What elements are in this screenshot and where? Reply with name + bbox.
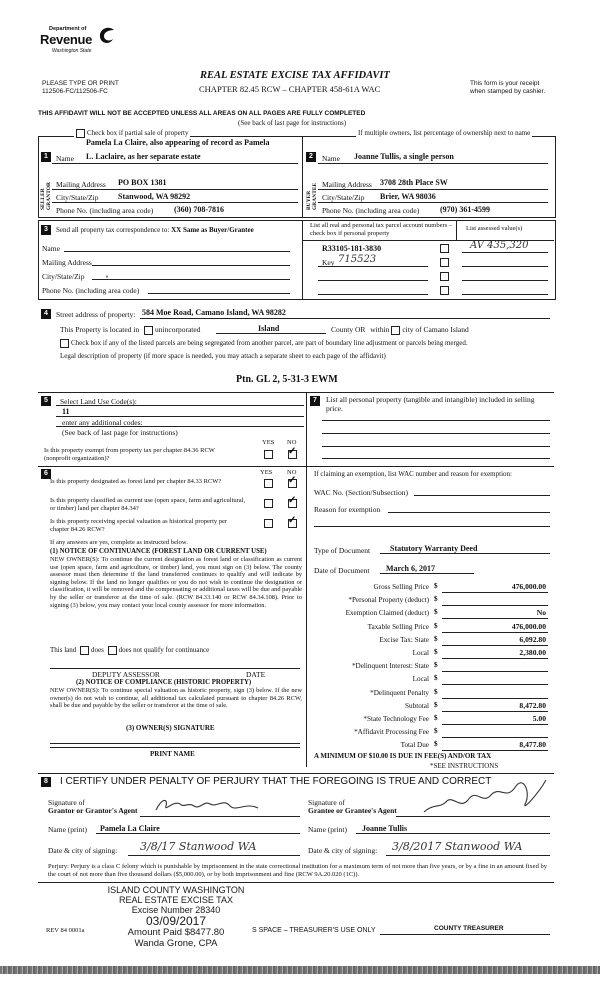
county-treasurer-label: COUNTY TREASURER bbox=[434, 925, 504, 932]
money-row bbox=[306, 582, 554, 595]
wac-label: WAC No. (Section/Subsection) bbox=[314, 488, 408, 497]
money-row-dollar: $ bbox=[434, 661, 438, 670]
dor-swirl-icon bbox=[98, 26, 116, 46]
section6-yes-label: YES bbox=[260, 469, 273, 476]
grantee-name-label: Name (print) bbox=[308, 825, 347, 834]
historic-no-check-icon: ✓ bbox=[288, 515, 297, 526]
continuance-row bbox=[50, 646, 209, 655]
section5-yes-label: YES bbox=[262, 439, 275, 446]
page-subtitle: CHAPTER 82.45 RCW – CHAPTER 458-61A WAC bbox=[199, 84, 381, 94]
treasurer-stamp bbox=[96, 885, 256, 949]
certify-text: I CERTIFY UNDER PENALTY OF PERJURY THAT THE FOREGOING IS TRUE AND CORRECT bbox=[60, 776, 492, 787]
logo-state-text: Washington State bbox=[52, 48, 92, 54]
money-row bbox=[306, 648, 554, 661]
money-row-dollar: $ bbox=[434, 647, 438, 656]
parcel-personal-checkbox-1[interactable] bbox=[440, 244, 449, 253]
tax-city-value: , bbox=[106, 270, 108, 279]
buyer-city-value: Brier, WA 98036 bbox=[380, 192, 436, 201]
stamp-line-6: Wanda Grone, CPA bbox=[134, 938, 218, 949]
land-use-label: Select Land Use Code(s): bbox=[60, 397, 137, 406]
money-row bbox=[306, 701, 554, 714]
logo-dept-text: Department of bbox=[49, 26, 87, 32]
money-row bbox=[306, 674, 554, 687]
section-5-badge: 5 bbox=[41, 396, 51, 406]
money-row-value: 5.00 bbox=[532, 713, 546, 723]
money-row-value: 8,472.80 bbox=[519, 700, 546, 710]
parcel-header: List all real and personal tax parcel account numbers – check box if personal property bbox=[310, 222, 453, 237]
located-in-text: This Property is located in bbox=[60, 325, 140, 334]
buyer-name-value: Joanne Tullis, a single person bbox=[354, 152, 454, 161]
money-row-label: Subtotal bbox=[405, 701, 429, 710]
this-land-text: This land bbox=[50, 646, 77, 655]
section-6-badge: 6 bbox=[41, 469, 51, 479]
stamp-line-3: Excise Number 28340 bbox=[131, 905, 221, 915]
parcel-personal-checkbox-2[interactable] bbox=[440, 258, 449, 267]
money-row-label: *State Technology Fee bbox=[363, 714, 429, 723]
grantee-sig-label-1: Signature of bbox=[308, 798, 345, 807]
key-value: 715523 bbox=[338, 254, 377, 265]
money-row-dollar: $ bbox=[434, 595, 438, 604]
stamp-line-5: Amount Paid $8477.80 bbox=[127, 927, 225, 938]
minimum-fee-text: A MINIMUM OF $10.00 IS DUE IN FEE(S) AND/OR TAX bbox=[314, 752, 492, 760]
money-row-label: Local bbox=[412, 648, 429, 657]
partial-sale-checkbox-row bbox=[74, 129, 190, 138]
current-use-yes-checkbox[interactable] bbox=[264, 499, 273, 508]
money-row-label: Total Due bbox=[400, 741, 429, 750]
exempt-question: Is this property exempt from property tax per chapter 84.36 RCW (nonprofit organization)? bbox=[44, 447, 215, 462]
page-title: REAL ESTATE EXCISE TAX AFFIDAVIT bbox=[200, 70, 390, 81]
money-row-label: *Personal Property (deduct) bbox=[348, 596, 429, 605]
street-value: 584 Moe Road, Camano Island, WA 98282 bbox=[142, 308, 286, 317]
money-row-dollar: $ bbox=[434, 674, 438, 683]
grantee-date-city-value: 3/8/2017 Stanwood WA bbox=[392, 840, 523, 853]
county-or-row bbox=[331, 325, 469, 335]
key-label: Key bbox=[322, 258, 335, 267]
rev-code: REV 84 0001a bbox=[46, 927, 85, 934]
same-as-buyer-text: XX Same as Buyer/Grantee bbox=[171, 226, 254, 234]
seller-phone-value: (360) 708-7816 bbox=[174, 205, 224, 214]
grantee-signature bbox=[420, 774, 550, 820]
send-tax-text: Send all property tax correspondence to: bbox=[56, 226, 170, 234]
within-text: within bbox=[370, 325, 390, 334]
tax-city-label: City/State/Zip bbox=[42, 272, 85, 281]
money-row-label: Local bbox=[412, 675, 429, 684]
historic-yes-checkbox[interactable] bbox=[264, 519, 273, 528]
city-of-text: city of Camano Island bbox=[402, 325, 469, 334]
does-qualify-checkbox[interactable] bbox=[80, 646, 89, 655]
money-row-value: 476,000.00 bbox=[511, 582, 546, 591]
buyer-name-label: Name bbox=[322, 154, 340, 163]
money-row bbox=[306, 608, 554, 621]
current-use-no-check-icon: ✓ bbox=[288, 495, 297, 506]
notice1-title: (1) NOTICE OF CONTINUANCE (FOREST LAND OR CURRENT USE) bbox=[50, 548, 267, 555]
send-tax-label bbox=[56, 226, 254, 234]
money-row bbox=[306, 714, 554, 727]
current-use-question: Is this property classified as current use (open space, farm and agricultural, or timber) land per chapter 84.34? bbox=[50, 497, 246, 512]
tax-mailing-label: Mailing Address bbox=[42, 258, 92, 267]
does-not-qualify-checkbox[interactable] bbox=[108, 646, 117, 655]
grantor-name-label: Name (print) bbox=[48, 825, 87, 834]
seller-name-line1: Pamela La Claire, also appearing of record as Pamela bbox=[86, 138, 270, 147]
assessed-value: AV 435,320 bbox=[470, 240, 529, 251]
buyer-phone-value: (970) 361-4599 bbox=[440, 205, 490, 214]
print-name-label: PRINT NAME bbox=[150, 750, 195, 758]
money-row-dollar: $ bbox=[434, 608, 438, 617]
doc-date-value: March 6, 2017 bbox=[386, 564, 435, 573]
segregated-text: Check box if any of the listed parcels are being segregated from another parcel, are part of boundary line adjustment or parcels being merged. bbox=[71, 339, 468, 348]
grantor-signature bbox=[154, 794, 264, 818]
section5-see-back: (See back of last page for instructions) bbox=[62, 428, 178, 437]
section-4-badge: 4 bbox=[41, 309, 51, 319]
receipt-note-1: This form is your receipt bbox=[470, 80, 540, 87]
legal-description: Ptn. GL 2, 5-31-3 EWM bbox=[236, 374, 338, 385]
money-row-dollar: $ bbox=[434, 727, 438, 736]
money-row-dollar: $ bbox=[434, 621, 438, 630]
money-row-value: 476,000.00 bbox=[511, 621, 546, 631]
money-row-value: 8,477.80 bbox=[519, 740, 546, 750]
section6-no-label: NO bbox=[287, 469, 297, 476]
parcel-number: R33105-181-3830 bbox=[322, 244, 382, 253]
legal-label: Legal description of property (if more space is needed, you may attach a separate sheet to each page of the affidavit) bbox=[60, 352, 386, 360]
stamp-line-2: REAL ESTATE EXCISE TAX bbox=[118, 895, 234, 905]
forest-no-check-icon: ✓ bbox=[288, 475, 297, 486]
section-3-badge: 3 bbox=[41, 225, 51, 235]
buyer-mailing-label: Mailing Address bbox=[322, 180, 372, 189]
multiple-owners-text: If multiple owners, list percentage of ownership next to name bbox=[358, 129, 531, 137]
grantee-sig-label-2: Grantee or Grantee's Agent bbox=[308, 806, 397, 815]
money-row bbox=[306, 661, 554, 674]
see-back-text: (See back of last page for instructions) bbox=[238, 119, 347, 127]
deputy-assessor-label: DEPUTY ASSESSOR bbox=[92, 670, 160, 679]
exempt-yes-checkbox[interactable] bbox=[264, 450, 273, 459]
money-row bbox=[306, 688, 554, 701]
forest-land-question: Is this property designated as forest land per chapter 84.33 RCW? bbox=[50, 478, 222, 485]
county-or-text: County OR bbox=[331, 325, 366, 334]
grantor-date-city-value: 3/8/17 Stanwood WA bbox=[140, 840, 257, 853]
deputy-date-label: DATE bbox=[246, 670, 266, 679]
section5-no-label: NO bbox=[287, 439, 297, 446]
does-not-text: does not qualify for continuance bbox=[118, 646, 210, 655]
grantor-sig-label-2: Grantor or Grantor's Agent bbox=[48, 806, 138, 815]
section-2-badge: 2 bbox=[306, 152, 316, 162]
money-row bbox=[306, 727, 554, 740]
does-text: does bbox=[91, 646, 104, 655]
forest-yes-checkbox[interactable] bbox=[264, 479, 273, 488]
segregated-row bbox=[60, 339, 468, 348]
buyer-city-label: City/State/Zip bbox=[322, 193, 365, 202]
seller-name-label: Name bbox=[56, 154, 74, 163]
money-row-dollar: $ bbox=[434, 582, 438, 590]
doc-type-value: Statutory Warranty Deed bbox=[390, 544, 478, 553]
notice2-text: NEW OWNER(S): To continue special valuation as historic property, sign (3) below. If the new owner(s) do not wish to continue, all additional tax calculated pursuant to chapter 84.26 RCW, shall be due and payable by the seller or transferor at the time of sale. bbox=[50, 687, 302, 710]
see-instructions-text: *SEE INSTRUCTIONS bbox=[430, 762, 499, 770]
section-7-badge: 7 bbox=[310, 396, 320, 406]
tax-name-label: Name bbox=[42, 244, 60, 253]
money-row-label: *Delinquent Penalty bbox=[370, 688, 429, 697]
dor-logo bbox=[40, 24, 120, 58]
buyer-mailing-value: 3708 28th Place SW bbox=[380, 178, 448, 187]
grantor-date-city-label: Date & city of signing: bbox=[48, 846, 118, 855]
segregated-checkbox[interactable] bbox=[60, 339, 69, 348]
money-row-label: *Delinquent Interest: State bbox=[351, 662, 429, 671]
treasurer-space-label: S SPACE – TREASURER'S USE ONLY bbox=[252, 927, 376, 934]
scan-edge bbox=[0, 966, 600, 974]
tax-phone-label: Phone No. (including area code) bbox=[42, 286, 140, 295]
seller-mailing-value: PO BOX 1381 bbox=[118, 178, 167, 187]
within-city-checkbox[interactable] bbox=[391, 326, 400, 335]
please-type-text: PLEASE TYPE OR PRINT bbox=[42, 80, 119, 87]
owner-signature-label: (3) OWNER(S) SIGNATURE bbox=[126, 724, 215, 732]
exempt-no-check-icon: ✓ bbox=[288, 446, 297, 457]
doc-date-label: Date of Document bbox=[314, 566, 370, 575]
money-row-label: *Affidavit Processing Fee bbox=[354, 728, 429, 737]
receipt-note-2: when stamped by cashier. bbox=[470, 88, 546, 95]
stamp-line-4: 03/09/2017 bbox=[145, 914, 207, 928]
money-row-dollar: $ bbox=[434, 687, 438, 696]
seller-city-label: City/State/Zip bbox=[56, 193, 99, 202]
reason-label: Reason for exemption bbox=[314, 505, 381, 514]
money-row-dollar: $ bbox=[434, 740, 438, 749]
partial-sale-label: Check box if partial sale of property bbox=[87, 129, 189, 138]
seller-mailing-label: Mailing Address bbox=[56, 180, 106, 189]
money-row-value: No bbox=[536, 608, 546, 618]
street-label: Street address of property: bbox=[56, 310, 136, 319]
money-table bbox=[306, 582, 554, 753]
money-row-label: Excise Tax: State bbox=[379, 635, 429, 644]
seller-side-label: SELLER GRANTOR bbox=[40, 181, 52, 210]
logo-name-text: Revenue bbox=[40, 32, 93, 47]
money-row-dollar: $ bbox=[434, 634, 438, 643]
parcel-personal-checkbox-4[interactable] bbox=[440, 286, 449, 295]
stamp-line-1: ISLAND COUNTY WASHINGTON bbox=[107, 885, 245, 895]
buyer-phone-label: Phone No. (including area code) bbox=[322, 206, 420, 215]
if-yes-text: If any answers are yes, complete as instructed below. bbox=[50, 539, 188, 546]
unincorporated-label: unincorporated bbox=[155, 325, 201, 334]
additional-codes-label: enter any additional codes: bbox=[62, 418, 143, 427]
money-row bbox=[306, 635, 554, 648]
notice1-text: NEW OWNER(S): To continue the current designation as forest land or classification as current use (open space, farm and agriculture, or timber) land, you must sign on (3) below. The county assessor must then determine if the land transferred continues to qualify and will indicate by signing below. If the land no longer qualifies or you do not wish to continue the designation or classification, it will be removed and the compensating or additional taxes will be due and payable by the seller or transferor at the time of sale. (RCW 84.33.140 or RCW 84.34.108). Prior to signing (3) below, you may contact your local county assessor for more information. bbox=[50, 556, 302, 609]
money-row-label: Exemption Claimed (deduct) bbox=[345, 609, 429, 618]
money-row-label: Taxable Selling Price bbox=[367, 622, 429, 631]
money-row bbox=[306, 595, 554, 608]
grantee-name-value: Joanne Tullis bbox=[362, 824, 408, 833]
money-row-value: 6,092.80 bbox=[519, 634, 546, 644]
county-value: Island bbox=[258, 324, 280, 333]
section-1-badge: 1 bbox=[41, 152, 51, 162]
warning-text: THIS AFFIDAVIT WILL NOT BE ACCEPTED UNLESS ALL AREAS ON ALL PAGES ARE FULLY COMPLETED bbox=[38, 110, 366, 117]
buyer-side-label: BUYER GRANTEE bbox=[306, 182, 318, 210]
seller-phone-label: Phone No. (including area code) bbox=[56, 206, 154, 215]
money-row-dollar: $ bbox=[434, 700, 438, 709]
money-row-value: 2,380.00 bbox=[519, 647, 546, 657]
grantor-sig-label-1: Signature of bbox=[48, 798, 85, 807]
land-use-code: 11 bbox=[62, 407, 70, 416]
money-row bbox=[306, 622, 554, 635]
money-row-label: Gross Selling Price bbox=[373, 583, 429, 591]
exemption-label: If claiming an exemption, list WAC number and reason for exemption: bbox=[314, 470, 512, 478]
unincorporated-checkbox[interactable] bbox=[144, 326, 153, 335]
partial-sale-checkbox[interactable] bbox=[76, 129, 85, 138]
seller-name-line2: L. Laclaire, as her separate estate bbox=[86, 152, 201, 161]
grantor-name-value: Pamela La Claire bbox=[100, 824, 160, 833]
perjury-text: Perjury: Perjury is a class C felony which is punishable by imprisonment in the state correctional institution for a maximum term of not more than five years, or by a fine in an amount fixed by the court of not more than five thousand dollars ($5,000.00), or by both imprisonment and fine (RCW 9A.20.020 (1C)). bbox=[48, 863, 547, 878]
personal-property-label: List all personal property (tangible and intangible) included in selling price. bbox=[326, 395, 535, 413]
seller-city-value: Stanwood, WA 98292 bbox=[118, 192, 191, 201]
assessed-header: List assessed value(s) bbox=[466, 225, 523, 232]
form-code-text: 112506-FC/112506-FC bbox=[42, 88, 108, 95]
section-8-badge: 8 bbox=[41, 777, 51, 787]
grantee-date-city-label: Date & city of signing: bbox=[308, 846, 378, 855]
money-row-dollar: $ bbox=[434, 713, 438, 722]
located-in-row bbox=[60, 325, 200, 335]
notice2-title: (2) NOTICE OF COMPLIANCE (HISTORIC PROPERTY) bbox=[76, 679, 252, 686]
doc-type-label: Type of Document bbox=[314, 546, 371, 555]
historic-question: Is this property receiving special valuation as historical property per chapter 84.26 RCW? bbox=[50, 518, 228, 533]
parcel-personal-checkbox-3[interactable] bbox=[440, 272, 449, 281]
